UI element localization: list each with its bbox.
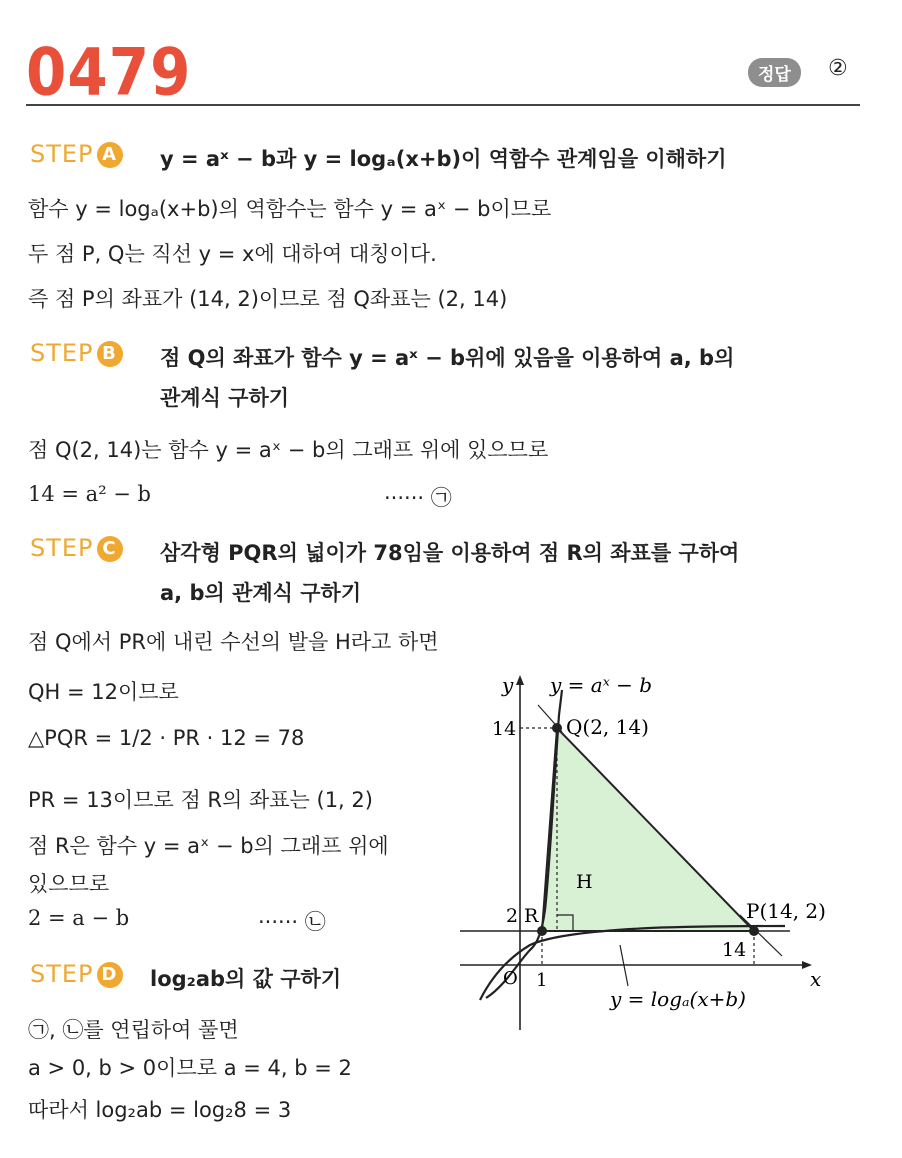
step-d-line-3: 따라서 log₂ab = log₂8 = 3	[28, 1098, 292, 1122]
curve-bottom-label: y = logₐ(x+b)	[610, 987, 746, 1011]
step-c-title-1: 삼각형 PQR의 넓이가 78임을 이용하여 점 R의 좌표를 구하여	[160, 541, 740, 565]
equation-1-marker: ······ ㉠	[384, 486, 452, 510]
step-a-line-3: 즉 점 P의 좌표가 (14, 2)이므로 점 Q좌표는 (2, 14)	[28, 287, 508, 311]
step-b-line-1: 점 Q(2, 14)는 함수 y = aˣ − b의 그래프 위에 있으므로	[28, 438, 549, 462]
step-c-letter: C	[97, 536, 123, 562]
point-r-label: R	[524, 905, 539, 927]
step-d-label: STEP D	[30, 960, 123, 988]
triangle-pqr	[542, 728, 754, 931]
equation-2: 2 = a − b	[28, 906, 130, 930]
point-q	[552, 723, 562, 733]
step-a-letter: A	[97, 142, 123, 168]
step-c-line-1: 점 Q에서 PR에 내린 수선의 발을 H라고 하면	[28, 630, 439, 654]
step-b-title-2: 관계식 구하기	[160, 386, 290, 410]
step-a-line-1: 함수 y = logₐ(x+b)의 역함수는 함수 y = aˣ − b이므로	[28, 197, 552, 221]
step-c-line-2: QH = 12이므로	[28, 680, 179, 704]
y-axis-label: y	[502, 673, 514, 697]
point-r	[537, 926, 547, 936]
step-b-letter: B	[97, 341, 123, 367]
equation-2-marker: ······ ㉡	[258, 910, 326, 934]
step-c-title-2: a, b의 관계식 구하기	[160, 581, 362, 605]
step-d-line-2: a > 0, b > 0이므로 a = 4, b = 2	[28, 1056, 352, 1080]
step-a-line-2: 두 점 P, Q는 직선 y = x에 대하여 대칭이다.	[28, 242, 437, 266]
tick-x-1: 1	[536, 970, 548, 991]
function-graph	[450, 660, 860, 1040]
tick-x-14: 14	[722, 939, 747, 961]
origin-label: O	[503, 968, 518, 989]
step-c-label: STEP C	[30, 534, 123, 562]
answer-value: ②	[828, 56, 848, 81]
step-d-title: log₂ab의 값 구하기	[150, 967, 342, 991]
step-c-area-equation: △PQR = 1/2 · PR · 12 = 78	[28, 726, 305, 750]
x-axis-label: x	[810, 967, 822, 991]
point-p	[749, 926, 759, 936]
step-c-line-4: PR = 13이므로 점 R의 좌표는 (1, 2)	[28, 788, 373, 812]
step-c-line-5: 점 R은 함수 y = aˣ − b의 그래프 위에	[28, 834, 389, 858]
step-a-title: y = aˣ − b과 y = logₐ(x+b)이 역함수 관계임을 이해하기	[160, 147, 727, 171]
step-d-line-1: ㉠, ㉡를 연립하여 풀면	[28, 1018, 239, 1042]
problem-number: 0479	[26, 34, 192, 111]
header-divider	[26, 104, 860, 106]
step-d-letter: D	[97, 962, 123, 988]
step-c-line-6: 있으므로	[28, 872, 110, 896]
y-axis-arrow	[516, 675, 524, 685]
tick-y-14: 14	[492, 718, 517, 740]
point-h-label: H	[576, 871, 593, 893]
tick-y-2: 2	[506, 905, 519, 927]
step-a-label: STEP A	[30, 140, 123, 168]
point-p-label: P(14, 2)	[746, 899, 826, 923]
point-q-label: Q(2, 14)	[566, 715, 649, 739]
curve-top-label: y = aˣ − b	[550, 673, 653, 697]
step-b-label: STEP B	[30, 339, 123, 367]
answer-badge: 정답	[748, 58, 801, 87]
step-b-title-1: 점 Q의 좌표가 함수 y = aˣ − b위에 있음을 이용하여 a, b의	[160, 346, 735, 370]
equation-1: 14 = a² − b	[28, 482, 151, 506]
